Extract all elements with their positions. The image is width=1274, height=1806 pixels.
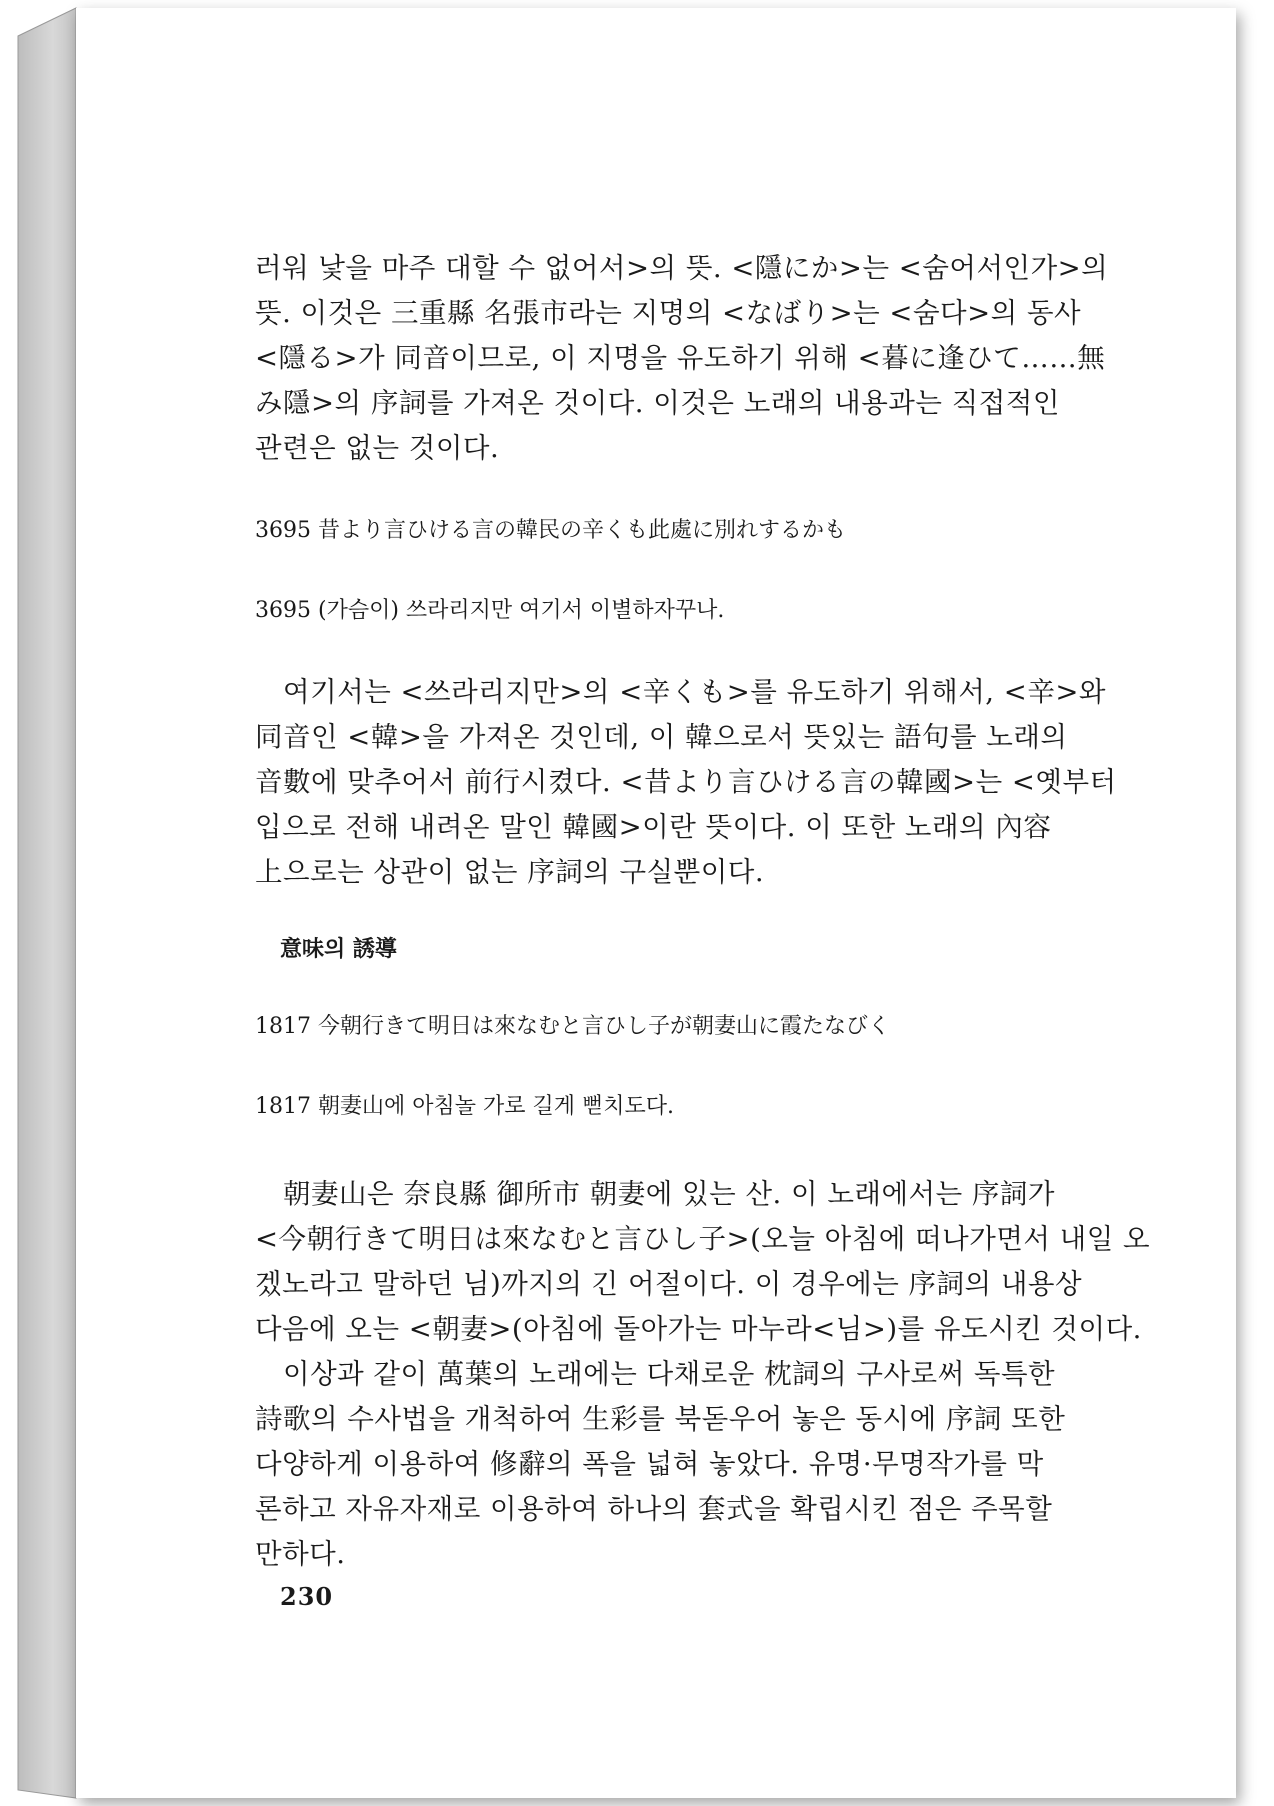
paragraph-1 [255,246,1109,471]
text-line: 겠노라고 말하던 님)까지의 긴 어절이다. 이 경우에는 序詞의 내용상 [255,1268,1083,1300]
text-line: 同音인 <韓>을 가져온 것인데, 이 韓으로서 뜻있는 語句를 노래의 [255,721,1068,753]
verse-1817: 1817 今朝行きて明日は來なむと言ひし子が朝妻山に霞たなびく [255,1014,890,1039]
text-line: 여기서는 <쓰라리지만>의 <辛くも>를 유도하기 위해서, <辛>와 [283,676,1106,708]
text-line: 러워 낯을 마주 대할 수 없어서>의 뜻. <隱にか>는 <숨어서인가>의 [255,252,1109,284]
text-line: 입으로 전해 내려온 말인 韓國>이란 뜻이다. 이 또한 노래의 內容 [255,811,1052,843]
text-line: 音數에 맞추어서 前行시켰다. <昔より言ひける言の韓國>는 <옛부터 [255,766,1117,798]
text-line: <隱る>가 同音이므로, 이 지명을 유도하기 위해 <暮に逢ひて……無 [255,342,1106,374]
text-line: 론하고 자유자재로 이용하여 하나의 套式을 확립시킨 점은 주목할 [255,1493,1053,1525]
page-number: 230 [280,1582,334,1611]
verse-1817-translation: 1817 朝妻山에 아침놀 가로 길게 뻗치도다. [255,1094,674,1119]
text-line: 詩歌의 수사법을 개척하여 生彩를 북돋우어 놓은 동시에 序詞 또한 [255,1403,1066,1435]
text-line: 뜻. 이것은 三重縣 名張市라는 지명의 <なばり>는 <숨다>의 동사 [255,297,1082,329]
text-line: み隱>의 序詞를 가져온 것이다. 이것은 노래의 내용과는 직접적인 [255,387,1060,419]
text-line: <今朝行きて明日は來なむと言ひし子>(오늘 아침에 떠나가면서 내일 오 [255,1223,1151,1255]
text-line: 관련은 없는 것이다. [255,432,500,464]
paragraph-2 [255,670,1117,895]
paragraph-3 [255,1172,1151,1577]
text-line: 다음에 오는 <朝妻>(아침에 돌아가는 마누라<님>)를 유도시킨 것이다. [255,1313,1142,1345]
book-spine [0,0,80,1806]
text-line: 上으로는 상관이 없는 序詞의 구실뿐이다. [255,856,765,888]
verse-3695: 3695 昔より言ひける言の韓民の辛くも此處に別れするかも [255,518,846,543]
verse-3695-translation: 3695 (가슴이) 쓰라리지만 여기서 이별하자꾸나. [255,598,725,623]
text-line: 만하다. [255,1538,346,1570]
text-line: 朝妻山은 奈良縣 御所市 朝妻에 있는 산. 이 노래에서는 序詞가 [283,1178,1055,1210]
text-line: 다양하게 이용하여 修辭의 폭을 넓혀 놓았다. 유명·무명작가를 막 [255,1448,1044,1480]
text-line: 이상과 같이 萬葉의 노래에는 다채로운 枕詞의 구사로써 독특한 [283,1358,1056,1390]
section-heading: 意味의 誘導 [280,936,397,962]
